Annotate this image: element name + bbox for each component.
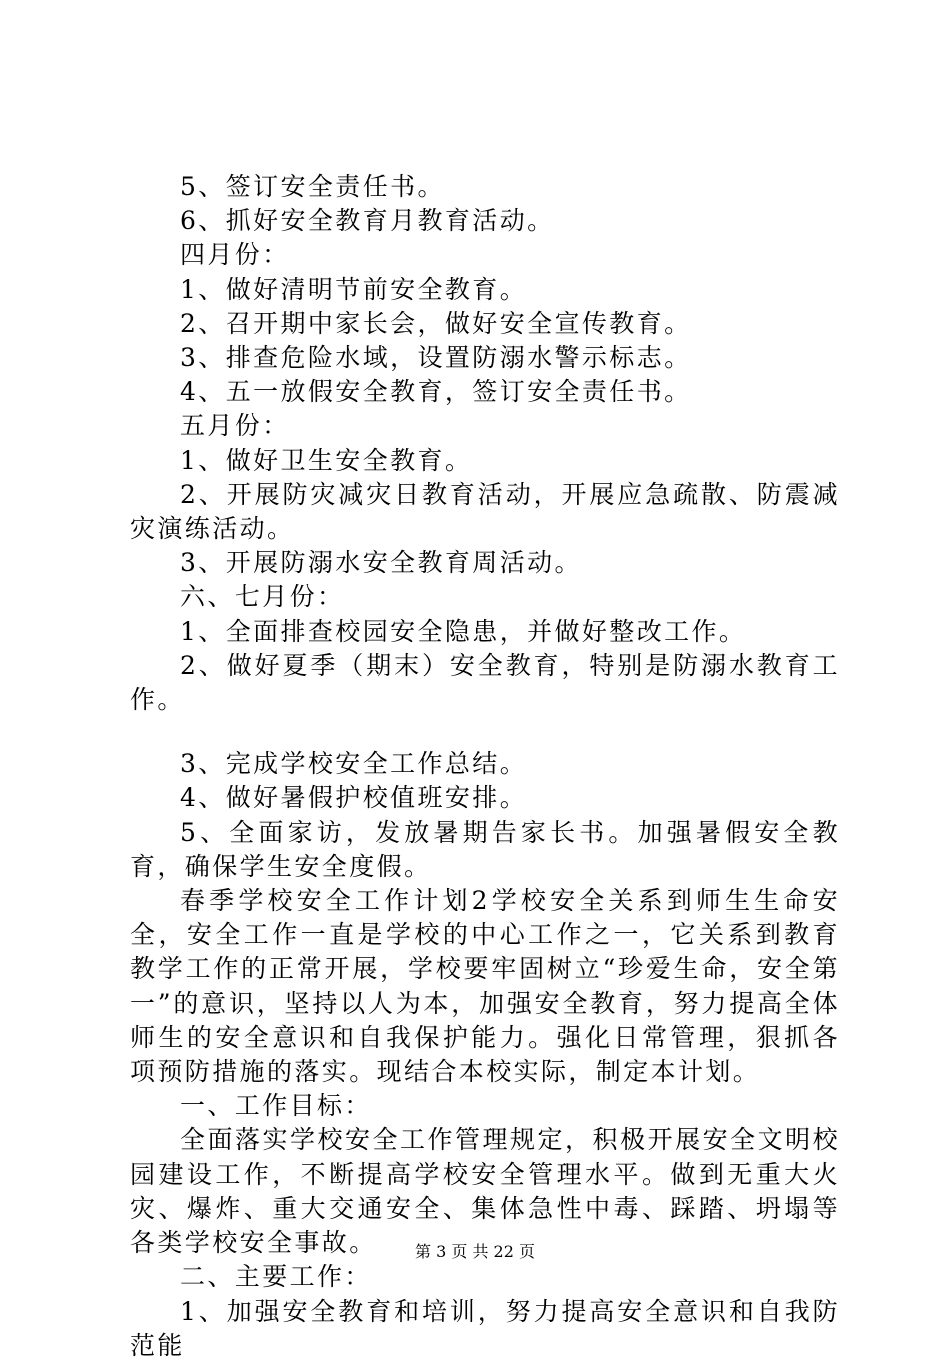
paragraph: 2、做好夏季（期末）安全教育，特别是防溺水教育工作。 xyxy=(130,650,840,715)
paragraph: 4、五一放假安全教育，签订安全责任书。 xyxy=(180,377,692,407)
section-heading: 五月份： xyxy=(180,411,290,441)
paragraph: 5、全面家访，发放暑期告家长书。加强暑假安全教育，确保学生安全度假。 xyxy=(130,817,840,881)
paragraph: 1、做好卫生安全教育。 xyxy=(180,445,473,475)
paragraph: 1、全面排查校园安全隐患，并做好整改工作。 xyxy=(180,616,747,646)
section-heading: 二、主要工作： xyxy=(180,1262,372,1292)
paragraph: 6、抓好安全教育月教育活动。 xyxy=(180,206,555,236)
paragraph: 春季学校安全工作计划2学校安全关系到师生生命安全，安全工作一直是学校的中心工作之一，它关系到教育教学工作的正常开展，学校要牢固树立“珍爱生命，安全第一”的意识，坚持以人为本，加强安全教育，努力提高全体师生的安全意识和自我保护能力。强化日常管理，狠抓各项预防措施的落实。现结合本校实际，制定本计划。 xyxy=(130,886,840,1087)
paragraph: 4、做好暑假护校值班安排。 xyxy=(180,783,528,813)
paragraph: 3、排查危险水域，设置防溺水警示标志。 xyxy=(180,343,692,373)
paragraph: 1、加强安全教育和培训，努力提高安全意识和自我防范能 xyxy=(130,1296,840,1360)
paragraph: 全面落实学校安全工作管理规定，积极开展安全文明校园建设工作，不断提高学校安全管理水平。做到无重大火灾、爆炸、重大交通安全、集体急性中毒、踩踏、坍塌等各类学校安全事故。 xyxy=(130,1125,840,1258)
section-heading: 一、工作目标： xyxy=(180,1091,372,1121)
paragraph: 1、做好清明节前安全教育。 xyxy=(180,274,528,304)
document-body xyxy=(130,170,840,1363)
paragraph: 2、开展防灾减灾日教育活动，开展应急疏散、防震减灾演练活动。 xyxy=(130,479,840,544)
section-heading: 四月份： xyxy=(180,240,290,270)
page-number-footer: 第 3 页 共 22 页 xyxy=(415,1242,535,1261)
paragraph: 5、签订安全责任书。 xyxy=(180,172,445,201)
paragraph: 2、召开期中家长会，做好安全宣传教育。 xyxy=(180,308,692,338)
paragraph: 3、开展防溺水安全教育周活动。 xyxy=(180,548,582,578)
section-heading: 六、七月份： xyxy=(180,582,345,612)
paragraph: 3、完成学校安全工作总结。 xyxy=(180,749,528,779)
